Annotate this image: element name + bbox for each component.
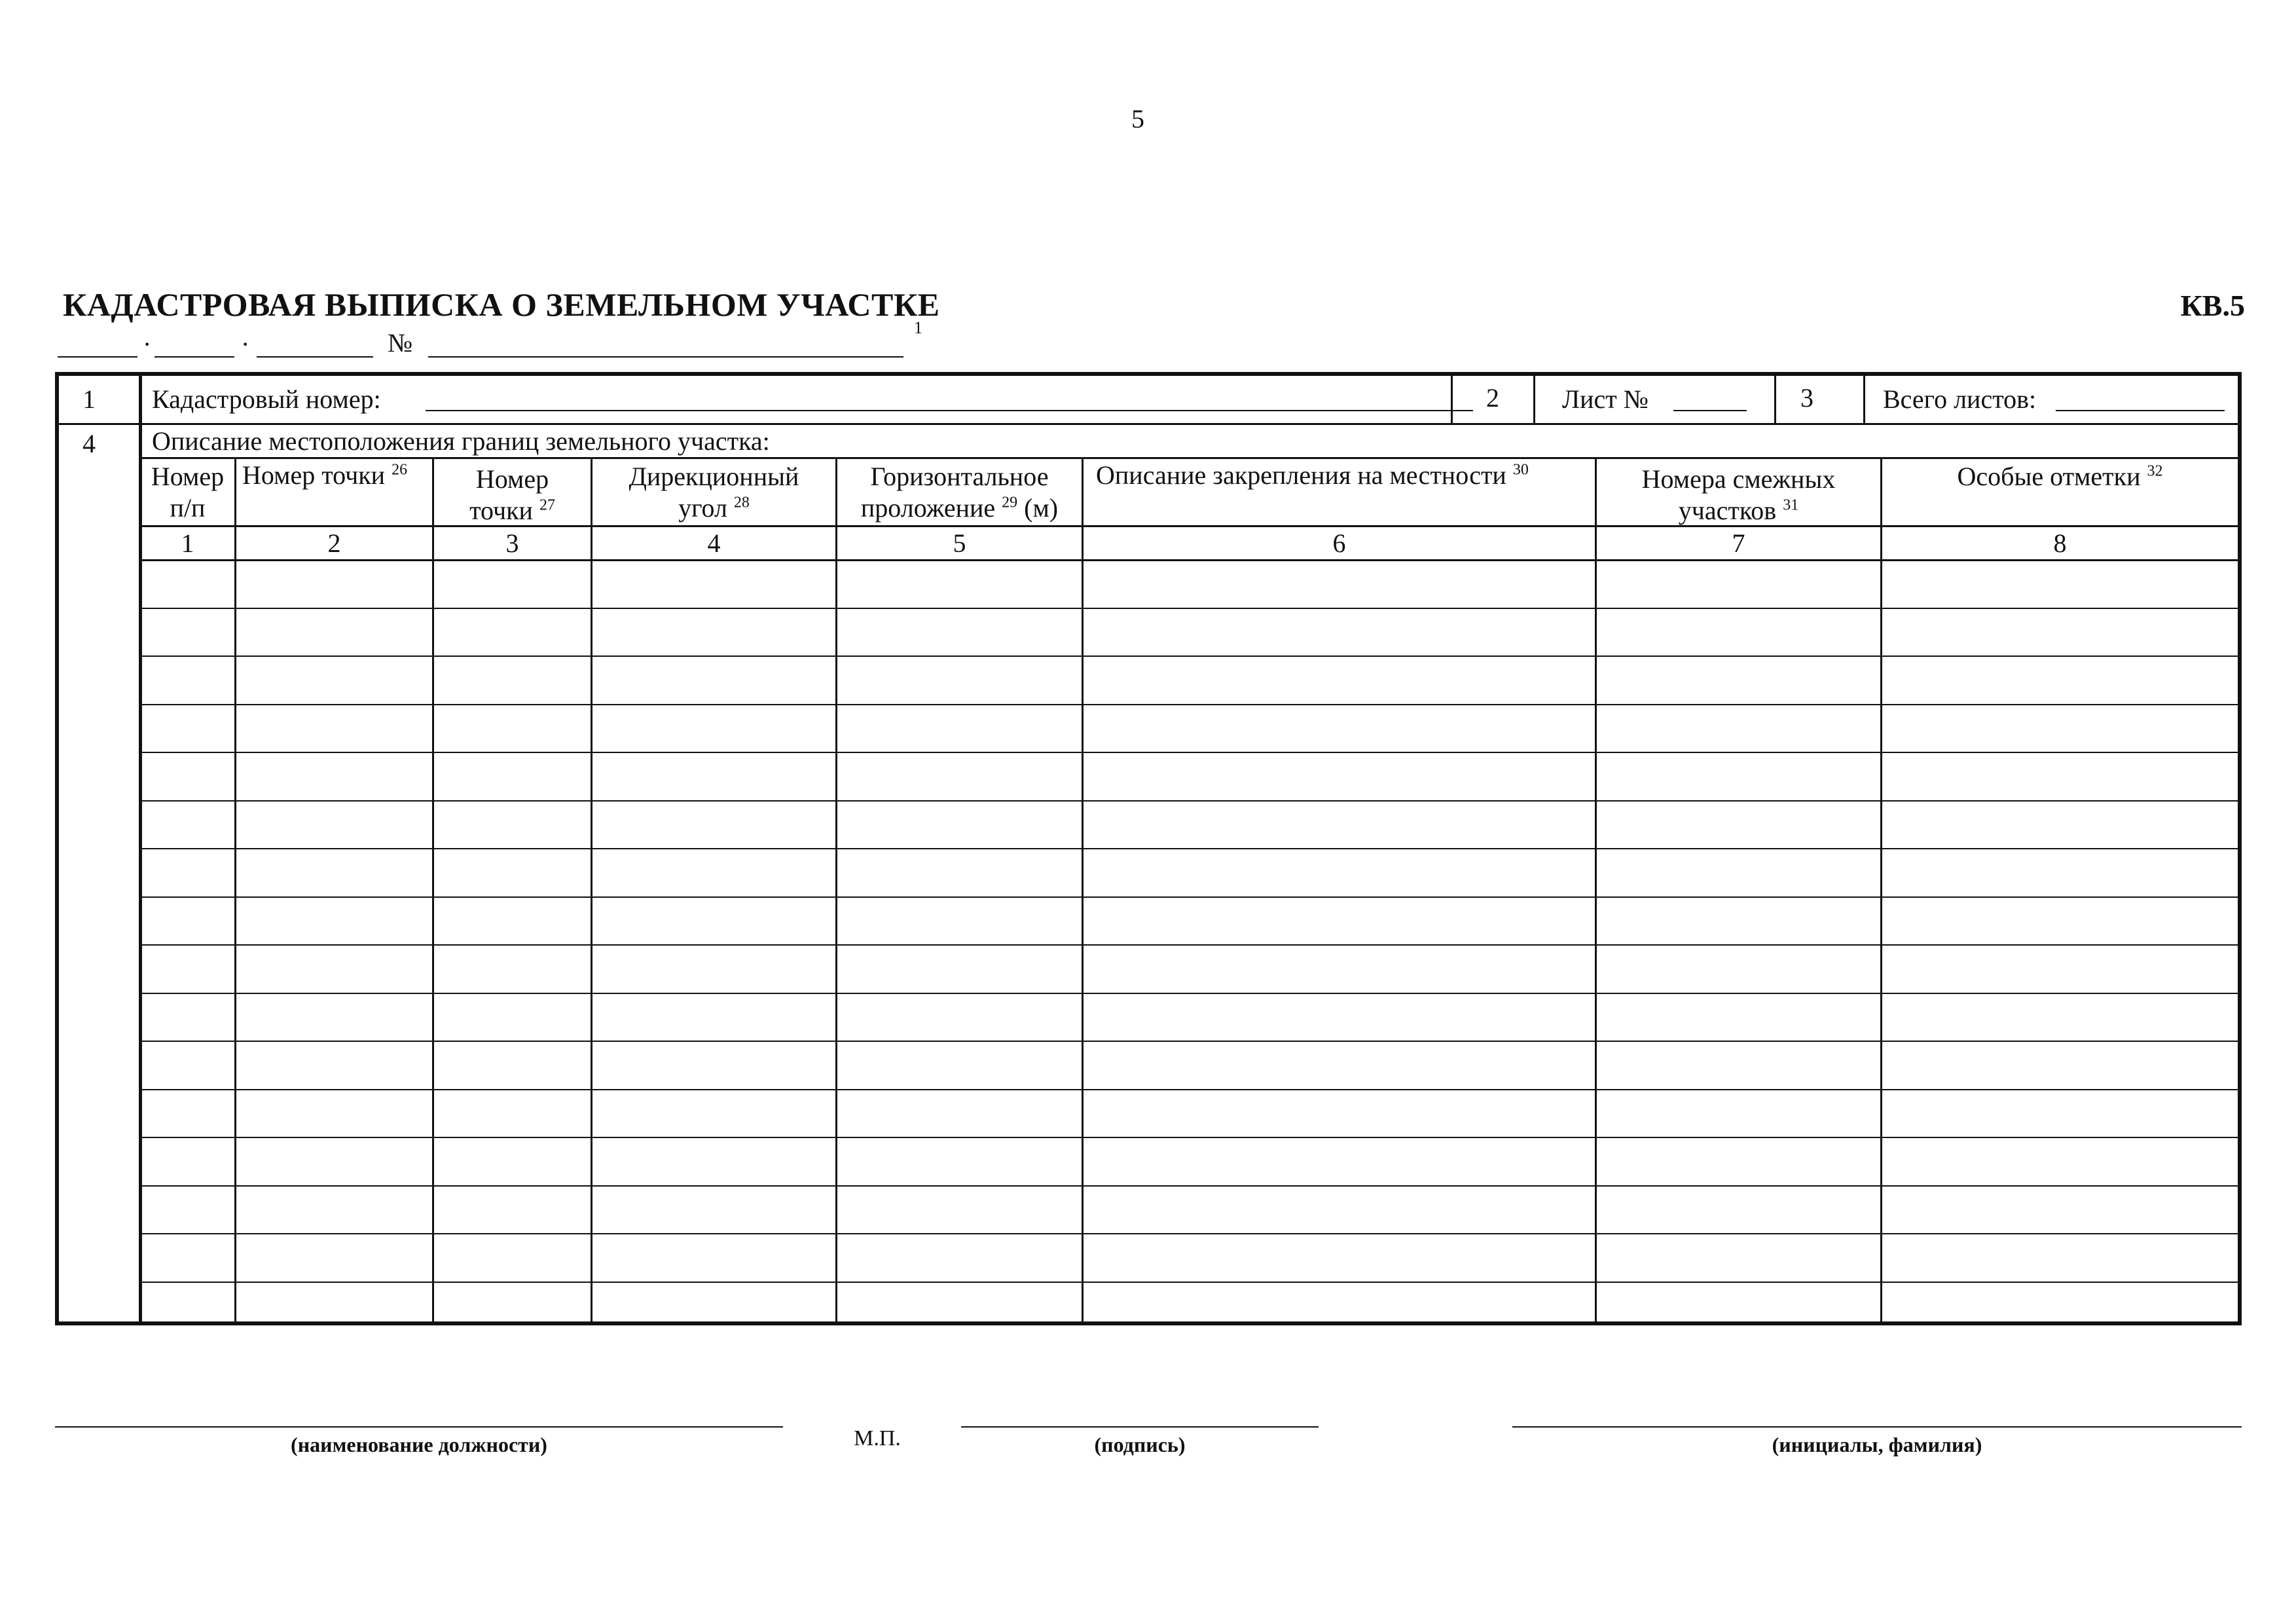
index-row-divider xyxy=(139,559,2238,561)
document-number-field[interactable] xyxy=(428,330,903,358)
column-header-point-number: Номер точки $^{26}$ xyxy=(242,460,408,490)
column-header-special-notes: Особые отметки $^{32}$ xyxy=(1957,462,2163,491)
date-separator: · xyxy=(241,329,250,359)
column-index: 8 xyxy=(2053,528,2067,558)
position-signature-line[interactable] xyxy=(55,1426,783,1428)
table-row-divider xyxy=(139,1282,2238,1283)
row4-number: 4 xyxy=(82,429,96,458)
column-index: 5 xyxy=(953,528,966,558)
document-title: КАДАСТРОВАЯ ВЫПИСКА О ЗЕМЕЛЬНОМ УЧАСТКЕ xyxy=(63,286,940,323)
column-divider xyxy=(432,457,434,1321)
table-row-divider xyxy=(139,1233,2238,1234)
date-year-field[interactable] xyxy=(257,330,373,358)
table-row-divider xyxy=(139,655,2238,657)
row1-number: 1 xyxy=(82,384,96,414)
date-day-field[interactable] xyxy=(58,330,137,358)
row1-divider xyxy=(59,423,2238,425)
column-divider xyxy=(1082,457,1084,1321)
table-row-divider xyxy=(139,896,2238,898)
position-label: (наименование должности) xyxy=(291,1433,547,1456)
cadastral-number-field[interactable] xyxy=(426,409,1473,411)
table-row-divider xyxy=(139,1089,2238,1090)
sheet-number-label: Лист № xyxy=(1562,384,1649,414)
date-separator: · xyxy=(143,329,152,359)
column-divider xyxy=(234,457,236,1321)
row1-number-2: 2 xyxy=(1486,383,1499,413)
table-row-divider xyxy=(139,993,2238,994)
stamp-label: М.П. xyxy=(854,1426,901,1450)
name-label: (инициалы, фамилия) xyxy=(1772,1433,1982,1456)
column-header-direction-angle: Дирекционный угол $^{28}$ xyxy=(629,462,799,523)
table-row-divider xyxy=(139,848,2238,849)
column-index: 3 xyxy=(505,528,519,558)
column-header-point-number-2: Номер точки $^{27}$ xyxy=(469,464,555,525)
column-index: 2 xyxy=(327,528,341,558)
number-label: № xyxy=(388,328,413,358)
column-index: 4 xyxy=(707,528,721,558)
total-sheets-field[interactable] xyxy=(2056,409,2225,411)
table-row-divider xyxy=(139,608,2238,609)
form-code: КВ.5 xyxy=(2180,289,2245,322)
column-header-serial: Номер п/п xyxy=(151,462,225,523)
column-header-ground-marking: Описание закрепления на местности $^{30}$ xyxy=(1096,460,1529,490)
row1-number-3: 3 xyxy=(1800,383,1813,413)
column-index: 6 xyxy=(1332,528,1346,558)
column-index: 7 xyxy=(1732,528,1745,558)
row1-divider-2 xyxy=(1451,376,1453,423)
column-divider xyxy=(591,457,592,1321)
table-row-divider xyxy=(139,1137,2238,1138)
boundary-description-label: Описание местоположения границ земельного участка: xyxy=(152,426,770,456)
signature-label: (подпись) xyxy=(1094,1433,1186,1456)
row4-label-divider xyxy=(139,457,2238,459)
cadastral-number-label: Кадастровый номер: xyxy=(152,384,381,414)
total-sheets-label: Всего листов: xyxy=(1883,384,2037,414)
signature-line[interactable] xyxy=(961,1426,1319,1428)
column-header-adjacent-parcels: Номера смежных участков $^{31}$ xyxy=(1641,464,1836,525)
column-divider xyxy=(1595,457,1597,1321)
row1-divider-5 xyxy=(1863,376,1865,423)
table-row-divider xyxy=(139,704,2238,705)
date-month-field[interactable] xyxy=(155,330,234,358)
table-row-divider xyxy=(139,1185,2238,1187)
column-divider xyxy=(1880,457,1882,1321)
table-row-divider xyxy=(139,944,2238,946)
table-row-divider xyxy=(139,1041,2238,1042)
column-header-horizontal-distance: Горизонтальное проложение $^{29}$ (м) xyxy=(860,462,1059,523)
table-row-divider xyxy=(139,800,2238,802)
row1-divider-4 xyxy=(1774,376,1776,423)
sheet-number-field[interactable] xyxy=(1673,409,1747,411)
table-row-divider xyxy=(139,752,2238,753)
title-footnote-ref: 1 xyxy=(914,318,922,337)
column-index: 1 xyxy=(181,528,194,558)
row1-divider-3 xyxy=(1533,376,1535,423)
column-divider xyxy=(835,457,837,1321)
boundary-table xyxy=(55,372,2242,1325)
page-number: 5 xyxy=(1131,104,1144,134)
name-signature-line[interactable] xyxy=(1512,1426,2242,1428)
